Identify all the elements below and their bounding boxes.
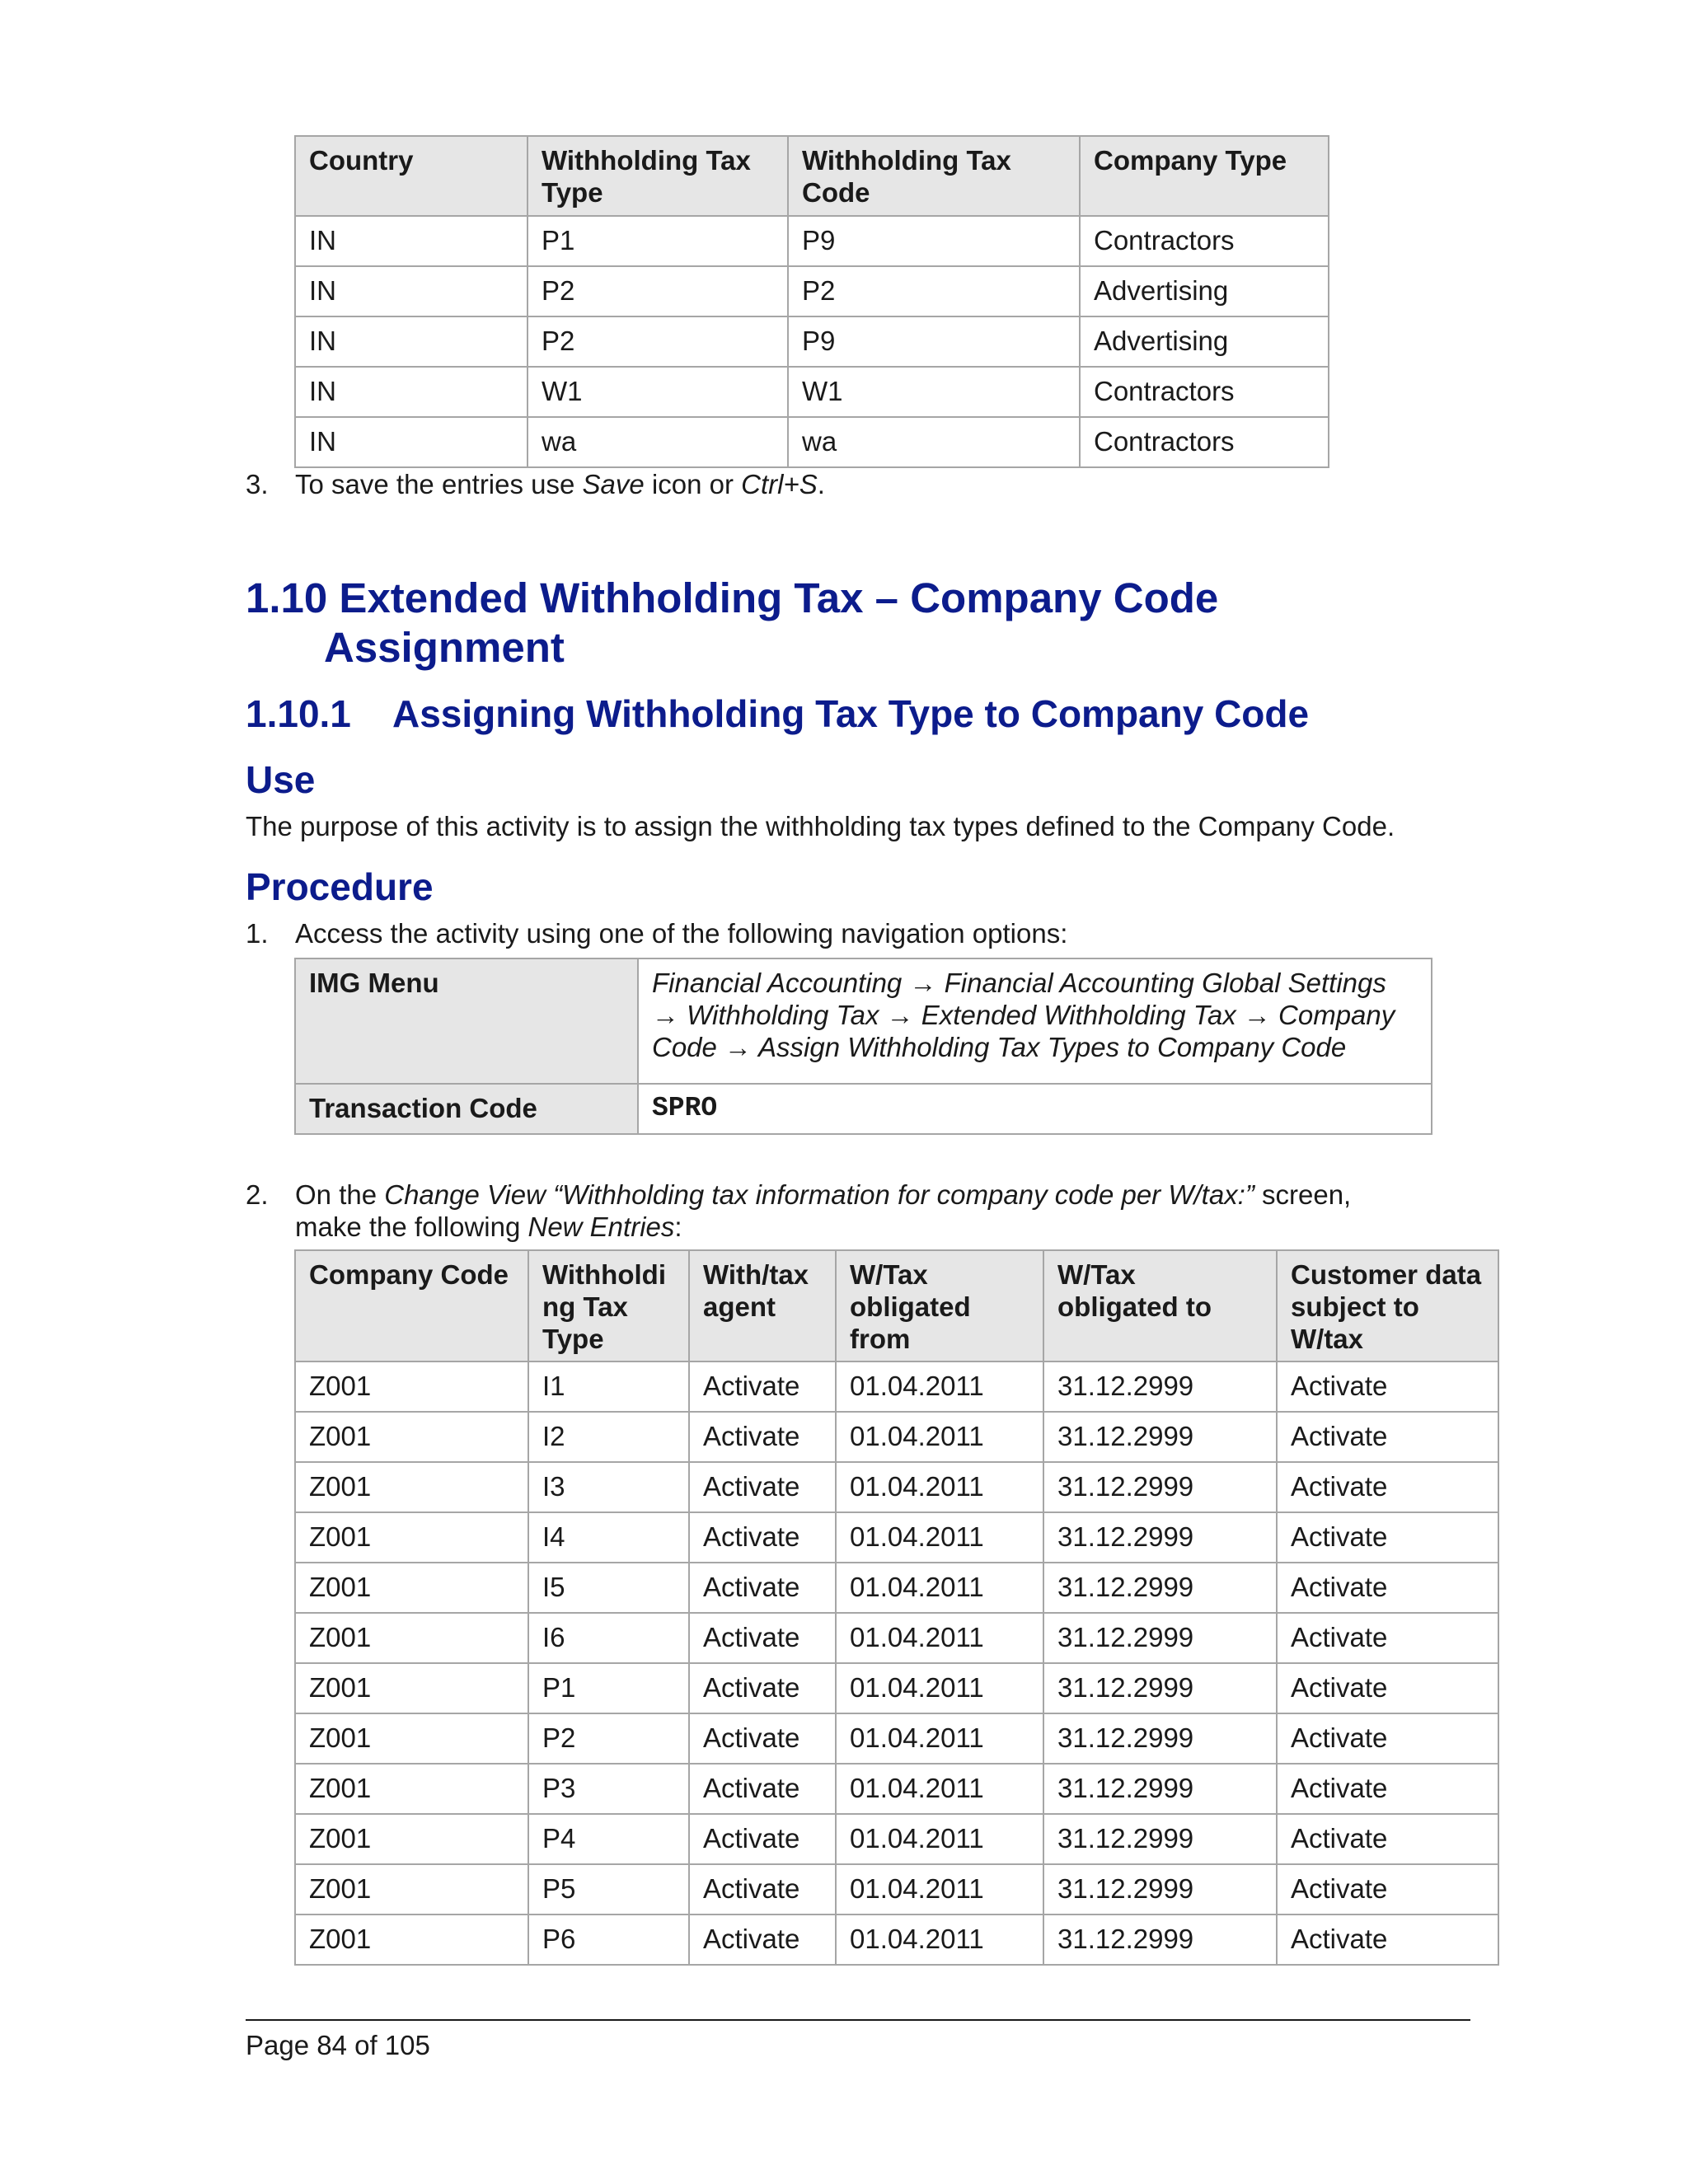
table-cell: 31.12.2999 (1043, 1764, 1277, 1814)
column-header: W/Tax obligated to (1043, 1250, 1277, 1361)
table-cell: P2 (528, 1713, 689, 1764)
img-menu-label: IMG Menu (295, 958, 638, 1084)
table-cell: Activate (689, 1412, 836, 1462)
table-cell: Z001 (295, 1563, 528, 1613)
table-cell: P4 (528, 1814, 689, 1864)
table-cell: Activate (1277, 1462, 1498, 1512)
table-cell: Activate (1277, 1512, 1498, 1563)
table-cell: IN (295, 316, 528, 367)
table-cell: I6 (528, 1613, 689, 1663)
screen-name-term: Change View “Withholding tax information for company code per W/tax:” (384, 1179, 1254, 1210)
table-cell: I4 (528, 1512, 689, 1563)
table-cell: Activate (1277, 1764, 1498, 1814)
use-paragraph: The purpose of this activity is to assign the withholding tax types defined to the Company Code. (246, 811, 1395, 841)
column-header: With/tax agent (689, 1250, 836, 1361)
table-cell: IN (295, 417, 528, 467)
table-cell: Contractors (1080, 216, 1329, 266)
table-cell: 01.04.2011 (836, 1663, 1043, 1713)
table-cell: 01.04.2011 (836, 1713, 1043, 1764)
table-cell: 31.12.2999 (1043, 1512, 1277, 1563)
procedure-heading: Procedure (246, 865, 434, 908)
step-text (295, 1179, 1351, 1243)
table-cell: 31.12.2999 (1043, 1462, 1277, 1512)
table-cell: Activate (1277, 1713, 1498, 1764)
transaction-code-value: SPRO (638, 1084, 1432, 1134)
table-row (295, 1613, 1498, 1663)
table-cell: Activate (1277, 1663, 1498, 1713)
table-cell: 31.12.2999 (1043, 1563, 1277, 1613)
table-cell: Activate (689, 1663, 836, 1713)
column-header: Withholding Tax Code (788, 136, 1080, 216)
table-row (295, 1764, 1498, 1814)
table-cell: Advertising (1080, 266, 1329, 316)
column-header: W/Tax obligated from (836, 1250, 1043, 1361)
column-header: Withholdi ng Tax Type (528, 1250, 689, 1361)
table-row (295, 216, 1329, 266)
table-cell: P5 (528, 1864, 689, 1915)
column-header: Withholding Tax Type (528, 136, 788, 216)
table-cell: wa (528, 417, 788, 467)
table-row (295, 1361, 1498, 1412)
table-cell: Z001 (295, 1462, 528, 1512)
column-header: Company Type (1080, 136, 1329, 216)
table-cell: IN (295, 216, 528, 266)
table-row (295, 1915, 1498, 1965)
table-cell: P1 (528, 216, 788, 266)
column-header: Company Code (295, 1250, 528, 1361)
table-row (295, 1713, 1498, 1764)
transaction-code-label: Transaction Code (295, 1084, 638, 1134)
table-cell: Activate (689, 1764, 836, 1814)
table-cell: W1 (788, 367, 1080, 417)
table-row (295, 1563, 1498, 1613)
table-cell: P2 (528, 266, 788, 316)
table-cell: 01.04.2011 (836, 1764, 1043, 1814)
table-cell: Activate (1277, 1814, 1498, 1864)
shortcut-term: Ctrl+S (741, 469, 818, 499)
table-row (295, 316, 1329, 367)
table-cell: Activate (1277, 1613, 1498, 1663)
table-cell: 01.04.2011 (836, 1462, 1043, 1512)
table-row (295, 417, 1329, 467)
table-cell: 31.12.2999 (1043, 1814, 1277, 1864)
table-cell: Activate (689, 1915, 836, 1965)
step-text-part: To save the entries use (295, 469, 583, 499)
table-cell: Z001 (295, 1613, 528, 1663)
table-cell: P9 (788, 216, 1080, 266)
table-cell: 01.04.2011 (836, 1864, 1043, 1915)
table-cell: P1 (528, 1663, 689, 1713)
section-heading (246, 574, 1218, 673)
step-number: 2. (246, 1179, 269, 1210)
table-row (295, 958, 1432, 1084)
table-cell: Z001 (295, 1764, 528, 1814)
table-row (295, 1084, 1432, 1134)
step-number: 3. (246, 469, 269, 499)
section-heading-line2: Assignment (324, 624, 565, 671)
table-row (295, 1663, 1498, 1713)
page-number: Page 84 of 105 (246, 2030, 430, 2060)
table-cell: Z001 (295, 1864, 528, 1915)
table-cell: 01.04.2011 (836, 1563, 1043, 1613)
table-cell: Activate (1277, 1563, 1498, 1613)
table-cell: Activate (689, 1462, 836, 1512)
column-header: Country (295, 136, 528, 216)
table-cell: 01.04.2011 (836, 1412, 1043, 1462)
table-cell: 31.12.2999 (1043, 1663, 1277, 1713)
table-cell: Z001 (295, 1361, 528, 1412)
table-cell: Activate (689, 1563, 836, 1613)
table-row (295, 1412, 1498, 1462)
table-cell: 01.04.2011 (836, 1512, 1043, 1563)
table-cell: P2 (528, 316, 788, 367)
step-number: 1. (246, 918, 269, 949)
table-cell: Contractors (1080, 417, 1329, 467)
table-header-row (295, 136, 1329, 216)
withholding-tax-code-table (294, 135, 1329, 468)
use-heading: Use (246, 758, 316, 801)
column-header: Customer data subject to W/tax (1277, 1250, 1498, 1361)
table-cell: Activate (1277, 1915, 1498, 1965)
table-cell: 31.12.2999 (1043, 1915, 1277, 1965)
section-heading-line1: 1.10 Extended Withholding Tax – Company Code (246, 574, 1219, 621)
table-cell: Activate (689, 1512, 836, 1563)
table-cell: IN (295, 367, 528, 417)
table-row (295, 266, 1329, 316)
table-cell: P3 (528, 1764, 689, 1814)
table-cell: 31.12.2999 (1043, 1613, 1277, 1663)
table-cell: 01.04.2011 (836, 1613, 1043, 1663)
table-row (295, 1462, 1498, 1512)
table-cell: Z001 (295, 1663, 528, 1713)
table-cell: 31.12.2999 (1043, 1412, 1277, 1462)
step-text: Access the activity using one of the following navigation options: (295, 918, 1068, 949)
table-row (295, 1814, 1498, 1864)
table-cell: W1 (528, 367, 788, 417)
table-cell: Activate (689, 1864, 836, 1915)
table-cell: Z001 (295, 1512, 528, 1563)
step-text-part: screen, (1254, 1179, 1352, 1210)
table-cell: Advertising (1080, 316, 1329, 367)
table-cell: Activate (1277, 1864, 1498, 1915)
table-cell: P6 (528, 1915, 689, 1965)
table-cell: 01.04.2011 (836, 1361, 1043, 1412)
table-cell: 31.12.2999 (1043, 1361, 1277, 1412)
table-cell: I1 (528, 1361, 689, 1412)
table-row (295, 367, 1329, 417)
table-cell: 31.12.2999 (1043, 1713, 1277, 1764)
subsection-number: 1.10.1 (246, 692, 351, 735)
table-cell: I2 (528, 1412, 689, 1462)
table-cell: Activate (689, 1613, 836, 1663)
company-code-assignment-table (294, 1249, 1499, 1966)
table-cell: I3 (528, 1462, 689, 1512)
table-cell: 01.04.2011 (836, 1814, 1043, 1864)
table-cell: Activate (689, 1814, 836, 1864)
step-text-part: make the following (295, 1212, 528, 1242)
step-text (295, 468, 825, 500)
step-text-part: : (674, 1212, 682, 1242)
table-cell: I5 (528, 1563, 689, 1613)
navigation-options-table (294, 958, 1432, 1135)
table-cell: Activate (689, 1713, 836, 1764)
save-term: Save (582, 469, 645, 499)
step-text-part: On the (295, 1179, 385, 1210)
table-cell: IN (295, 266, 528, 316)
table-cell: Activate (689, 1361, 836, 1412)
table-cell: Activate (1277, 1412, 1498, 1462)
step-text-part: . (817, 469, 825, 499)
table-cell: Activate (1277, 1361, 1498, 1412)
table-cell: Z001 (295, 1814, 528, 1864)
subsection-heading (246, 691, 1309, 737)
new-entries-term: New Entries (528, 1212, 675, 1242)
table-cell: 31.12.2999 (1043, 1864, 1277, 1915)
table-cell: Z001 (295, 1412, 528, 1462)
img-menu-path: Financial Accounting → Financial Accounting Global Settings → Withholding Tax → Extended Withholding Tax → Company Code → Assign Withholding Tax Types to Company Code (638, 958, 1432, 1084)
table-row (295, 1512, 1498, 1563)
table-cell: 01.04.2011 (836, 1915, 1043, 1965)
table-cell: P9 (788, 316, 1080, 367)
step-text-part: icon or (644, 469, 742, 499)
table-cell: Z001 (295, 1713, 528, 1764)
table-cell: Z001 (295, 1915, 528, 1965)
footer-divider (246, 2019, 1470, 2021)
subsection-title: Assigning Withholding Tax Type to Company Code (392, 692, 1310, 735)
table-cell: wa (788, 417, 1080, 467)
table-cell: P2 (788, 266, 1080, 316)
table-header-row (295, 1250, 1498, 1361)
table-cell: Contractors (1080, 367, 1329, 417)
table-row (295, 1864, 1498, 1915)
